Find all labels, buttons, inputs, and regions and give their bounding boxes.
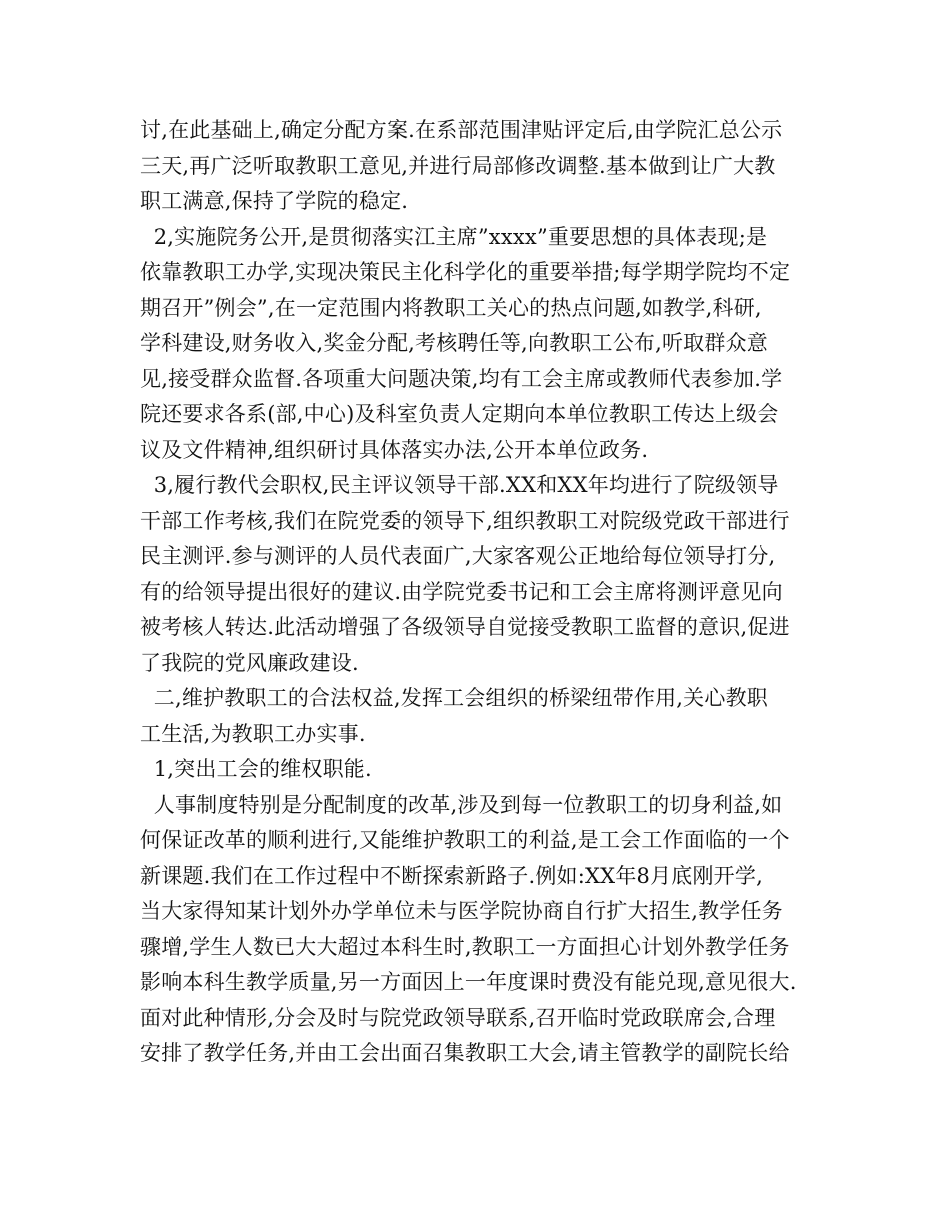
text-line: 了我院的党风廉政建设. <box>140 650 359 675</box>
text-line: 影响本科生教学质量,另一方面因上一年度课时费没有能兑现,意见很大. <box>140 970 797 994</box>
text-line: 面对此种情形,分会及时与院党政领导联系,召开临时党政联席会,合理 <box>140 1005 776 1030</box>
text-line: 当大家得知某计划外办学单位未与医学院协商自行扩大招生,教学任务 <box>140 899 783 923</box>
text-line: 职工满意,保持了学院的稳定. <box>140 189 409 213</box>
body-text <box>140 113 820 1072</box>
text-line: 3,履行教代会职权,民主评议领导干部.XX和XX年均进行了院级领导 <box>140 473 779 497</box>
text-line: 院还要求各系(部,中心)及科室负责人定期向本单位教职工传达上级会 <box>140 402 779 426</box>
text-line: 议及文件精神,组织研讨具体落实办法,公开本单位政务. <box>140 437 649 462</box>
text-line: 新课题.我们在工作过程中不断探索新路子.例如:XX年8月底刚开学, <box>140 863 763 888</box>
text-line: 三天,再广泛听取教职工意见,并进行局部修改调整.基本做到让广大教 <box>140 153 776 178</box>
text-line: 讨,在此基础上,确定分配方案.在系部范围津贴评定后,由学院汇总公示 <box>140 118 783 142</box>
text-line: 安排了教学任务,并由工会出面召集教职工大会,请主管教学的副院长给 <box>140 1041 790 1065</box>
text-line: 1,突出工会的维权职能. <box>140 757 372 781</box>
text-line: 学科建设,财务收入,奖金分配,考核聘任等,向教职工公布,听取群众意 <box>140 331 768 355</box>
text-line: 工生活,为教职工办实事. <box>140 721 366 746</box>
text-line: 人事制度特别是分配制度的改革,涉及到每一位教职工的切身利益,如 <box>140 792 783 817</box>
text-line: 2,实施院务公开,是贯彻落实江主席”xxxx”重要思想的具体表现;是 <box>140 224 768 249</box>
text-line: 期召开”例会”,在一定范围内将教职工关心的热点问题,如教学,科研, <box>140 295 762 320</box>
text-line: 二,维护教职工的合法权益,发挥工会组织的桥梁纽带作用,关心教职 <box>140 686 768 710</box>
text-line: 民主测评.参与测评的人员代表面广,大家客观公正地给每位领导打分, <box>140 544 776 568</box>
text-line: 见,接受群众监督.各项重大问题决策,均有工会主席或教师代表参加.学 <box>140 366 783 391</box>
text-line: 被考核人转达.此活动增强了各级领导自觉接受教职工监督的意识,促进 <box>140 615 790 639</box>
text-line: 依靠教职工办学,实现决策民主化科学化的重要举措;每学期学院均不定 <box>140 260 791 284</box>
text-line: 有的给领导提出很好的建议.由学院党委书记和工会主席将测评意见向 <box>140 579 783 604</box>
text-line: 何保证改革的顺利进行,又能维护教职工的利益,是工会工作面临的一个 <box>140 828 790 852</box>
text-line: 干部工作考核,我们在院党委的领导下,组织教职工对院级党政干部进行 <box>140 508 790 533</box>
text-line: 骤增,学生人数已大大超过本科生时,教职工一方面担心计划外教学任务 <box>140 934 790 959</box>
